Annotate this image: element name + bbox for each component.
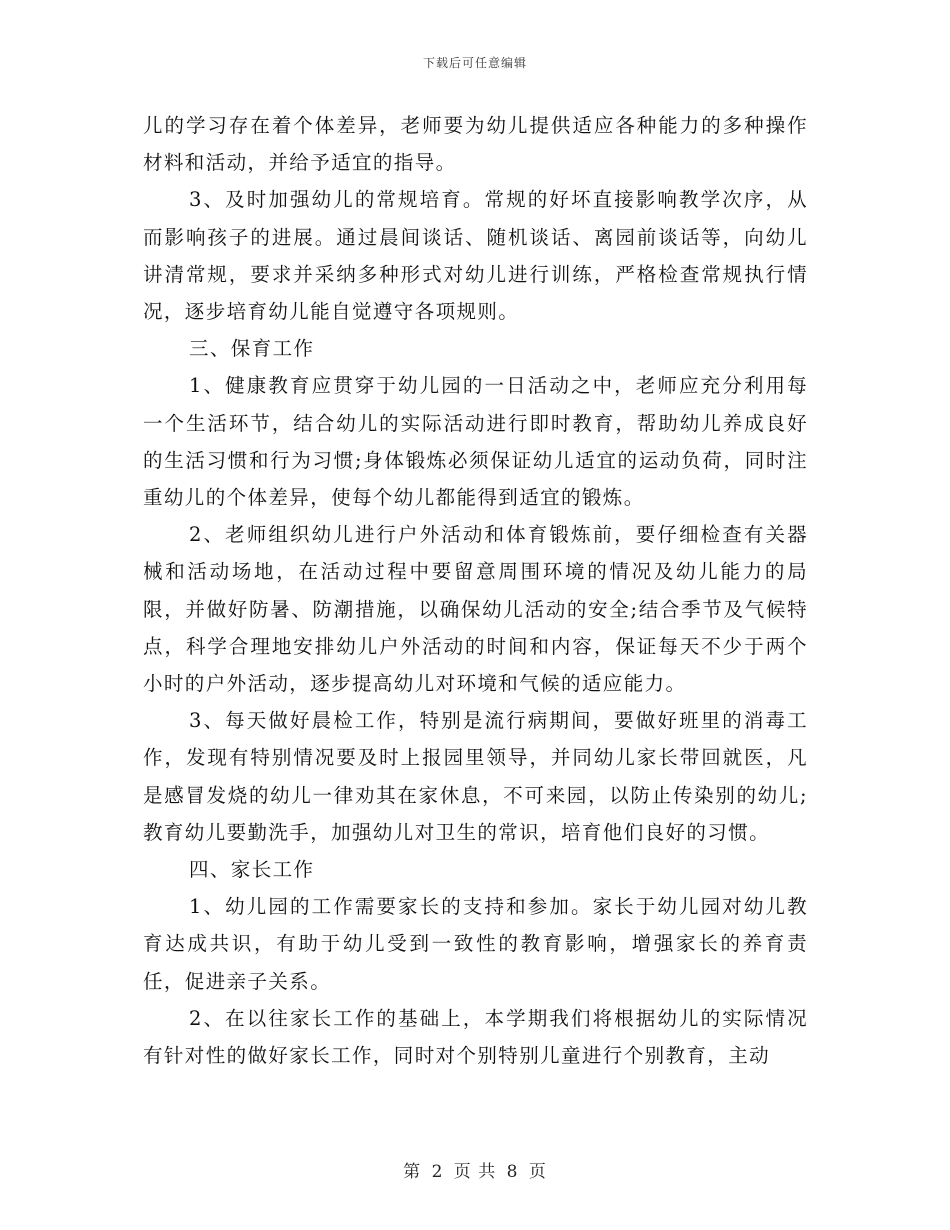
footer-middle: 页 共 <box>453 1162 497 1182</box>
document-body <box>143 107 808 1074</box>
paragraph-6: 3、每天做好晨检工作，特别是流行病期间，要做好班里的消毒工作，发现有特别情况要及时上报园里领导，并同幼儿家长带回就医，凡是感冒发烧的幼儿一律劝其在家休息，不可来园，以防止传染别的幼儿;教育幼儿要勤洗手，加强幼儿对卫生的常识，培育他们良好的习惯。 <box>143 709 808 844</box>
paragraph-2: 3、及时加强幼儿的常规培育。常规的好坏直接影响教学次序，从而影响孩子的进展。通过晨间谈话、随机谈话、离园前谈话等，向幼儿讲清常规，要求并采纳多种形式对幼儿进行训练，严格检查常规执行情况，逐步培育幼儿能自觉遵守各项规则。 <box>143 188 808 324</box>
paragraph-1: 儿的学习存在着个体差异，老师要为幼儿提供适应各种能力的多种操作材料和活动，并给予适宜的指导。 <box>143 114 808 175</box>
paragraph-8: 1、幼儿园的工作需要家长的支持和参加。家长于幼儿园对幼儿教育达成共识，有助于幼儿受到一致性的教育影响，增强家长的养育责任，促进亲子关系。 <box>143 895 808 993</box>
footer-page-number: 2 <box>431 1162 444 1182</box>
paragraph-4: 1、健康教育应贯穿于幼儿园的一日活动之中，老师应充分利用每一个生活环节，结合幼儿的实际活动进行即时教育，帮助幼儿养成良好的生活习惯和行为习惯;身体锻炼必须保证幼儿适宜的运动负荷，同时注重幼儿的个体差异，使每个幼儿都能得到适宜的锻炼。 <box>143 374 808 510</box>
section-heading-4: 四、家长工作 <box>189 858 315 882</box>
section-heading-3: 三、保育工作 <box>189 337 315 361</box>
footer-prefix: 第 <box>403 1162 422 1182</box>
paragraph-9: 2、在以往家长工作的基础上，本学期我们将根据幼儿的实际情况有针对性的做好家长工作，同时对个别特别儿童进行个别教育，主动 <box>143 1006 808 1068</box>
footer-total-pages: 8 <box>506 1162 519 1182</box>
footer-suffix: 页 <box>528 1162 547 1182</box>
paragraph-5: 2、老师组织幼儿进行户外活动和体育锻炼前，要仔细检查有关器械和活动场地，在活动过程中要留意周围环境的情况及幼儿能力的局限，并做好防暑、防潮措施，以确保幼儿活动的安全;结合季节及气候特点，科学合理地安排幼儿户外活动的时间和内容，保证每天不少于两个小时的户外活动，逐步提高幼儿对环境和气候的适应能力。 <box>143 523 808 696</box>
page-header: 下载后可任意编辑 <box>422 56 527 70</box>
page-footer <box>0 1157 950 1182</box>
